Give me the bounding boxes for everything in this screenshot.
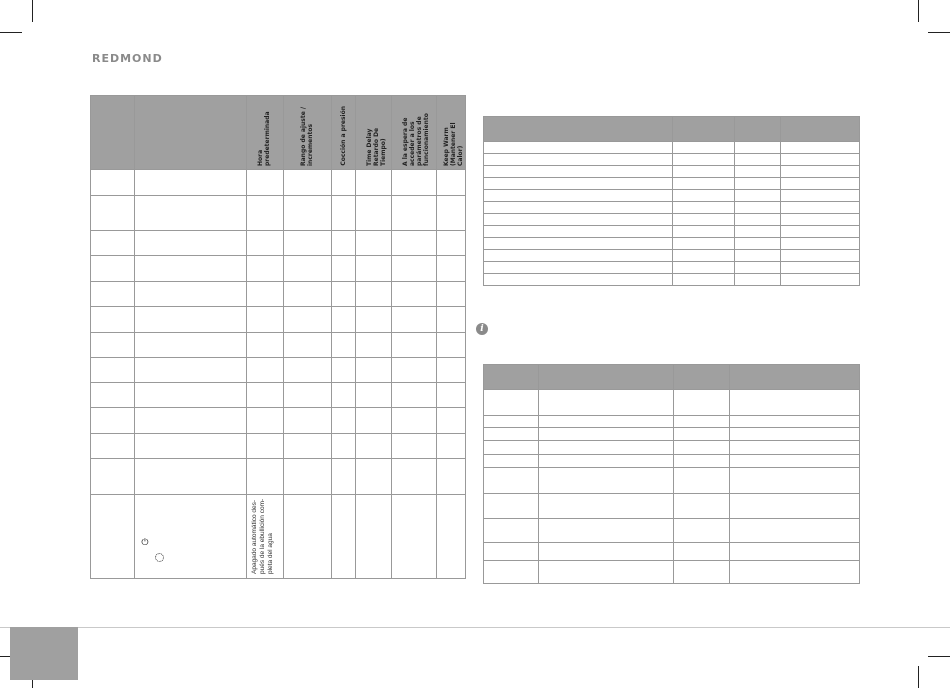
table-row: [484, 390, 860, 416]
crop-mark: [0, 32, 22, 33]
table-row: [484, 226, 860, 238]
auto-off-cell: [246, 495, 284, 579]
table-row: [484, 202, 860, 214]
header-range: Rango de ajuste / incrementos: [299, 106, 314, 166]
brand-logo: REDMOND: [92, 52, 163, 65]
table-row: [484, 262, 860, 274]
power-icon: ⏻: [141, 537, 149, 547]
table-header-row: [484, 117, 860, 142]
crop-mark: [918, 0, 919, 22]
header-standby: A la espera de acceder a los parámetros de funcionamiento: [402, 113, 431, 166]
table-header-row: [484, 365, 860, 390]
table-row: [484, 543, 860, 561]
header-keep-warm: Keep Warm (Mantener El Calor): [443, 122, 465, 166]
info-icon: i: [476, 323, 488, 335]
table-row: [91, 434, 466, 459]
crop-mark: [928, 656, 950, 657]
table-row: [484, 494, 860, 519]
table-row: [484, 441, 860, 455]
auto-off-note: Apagado automático des- pués de la ebullición com- pleta del agua: [250, 498, 274, 574]
right-table-bottom: [483, 364, 860, 584]
table-row: [484, 468, 860, 494]
right-table-top: [483, 116, 860, 286]
table-row: [91, 408, 466, 434]
table-row: [484, 561, 860, 584]
table-row: [91, 358, 466, 383]
dotted-circle-icon: [155, 553, 164, 562]
header-pressure: Cocción a presión: [339, 106, 347, 166]
program-table: [90, 95, 466, 579]
header-cell: [284, 96, 332, 170]
table-row: [484, 190, 860, 202]
table-row: [91, 383, 466, 408]
crop-mark: [32, 0, 33, 22]
table-row: [91, 282, 466, 307]
table-row: [484, 428, 860, 441]
table-row: [91, 196, 466, 231]
header-cell: [91, 96, 135, 170]
header-cell: [135, 96, 246, 170]
table-row: [484, 519, 860, 543]
table-row: [484, 178, 860, 190]
footer-divider: [0, 627, 950, 628]
page-number-tab: [10, 627, 78, 680]
header-cell: [355, 96, 392, 170]
table-row: [484, 166, 860, 178]
crop-mark: [928, 32, 950, 33]
table-row: [484, 142, 860, 154]
table-header-row: [91, 96, 466, 170]
table-row: [484, 214, 860, 226]
table-row: [91, 307, 466, 333]
header-delay: Time Delay Retardo De Tiempo): [365, 127, 387, 166]
crop-mark: [918, 666, 919, 688]
table-row: [484, 238, 860, 250]
table-row: [484, 274, 860, 286]
table-row: [91, 333, 466, 358]
header-cell: [331, 96, 355, 170]
icon-cell: [135, 495, 246, 579]
table-row: [484, 250, 860, 262]
table-row: [91, 170, 466, 196]
table-row: [91, 256, 466, 282]
table-row: [91, 459, 466, 495]
table-row: [91, 495, 466, 579]
header-cell: [246, 96, 284, 170]
header-cell: [437, 96, 466, 170]
table-row: [91, 231, 466, 256]
table-row: [484, 455, 860, 468]
table-row: [484, 154, 860, 166]
header-default-time: Hora predeterminada: [257, 111, 272, 166]
header-cell: [392, 96, 437, 170]
table-row: [484, 416, 860, 428]
